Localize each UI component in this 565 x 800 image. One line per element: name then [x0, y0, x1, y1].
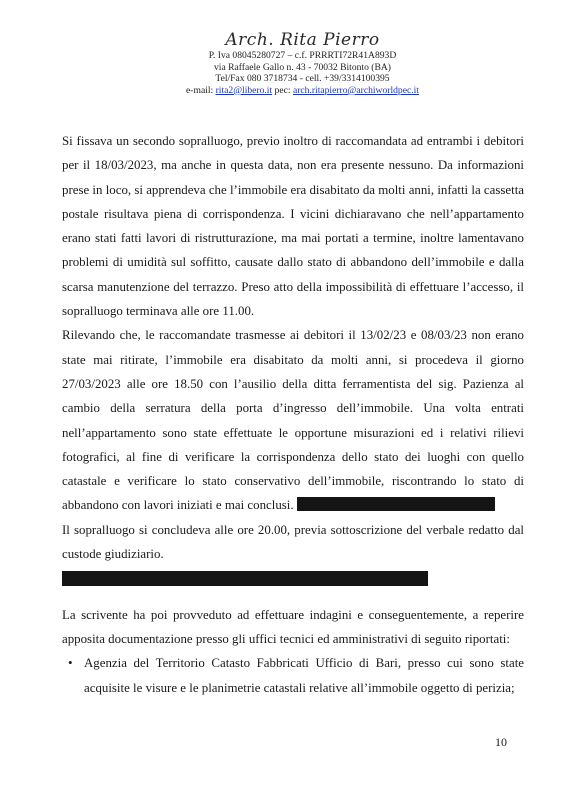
list-item-text: Agenzia del Territorio Catasto Fabbricati Ufficio di Bari, presso cui sono state acquisite le visure e le planimetrie catastali relative all’immobile oggetto di perizia;	[84, 656, 524, 695]
address-line: via Raffaele Gallo n. 43 - 70032 Bitonto (BA)	[213, 61, 391, 73]
vat-line: P. Iva 08045280727 – c.f. PRRRTI72R41A893D	[208, 50, 397, 61]
email-line	[40, 85, 565, 97]
paragraph-inspection-end: Il sopralluogo si concludeva alle ore 20.00, previa sottoscrizione del verbale redatto dal custode giudiziario.	[62, 522, 524, 562]
pec-link[interactable]: arch.ritapierro@archiworldpec.it	[292, 84, 419, 96]
pec-label: pec:	[274, 84, 291, 96]
paragraph-documentation: La scrivente ha poi provveduto ad effettuare indagini e conseguentemente, a reperire apposita documentazione presso gli uffici tecnici ed amministrativi di seguito riportati:	[62, 607, 524, 646]
phone-line: Tel/Fax 080 3718734 - cell. +39/3314100395	[215, 73, 390, 85]
letterhead	[0, 30, 565, 96]
document-body	[62, 129, 524, 700]
letterhead-logo: Arch. Rita Pierro	[225, 30, 380, 50]
bullet-icon: •	[68, 655, 73, 671]
list-item	[68, 651, 524, 700]
email-label: e-mail:	[186, 84, 214, 96]
paragraph-second-inspection: Si fissava un secondo sopralluogo, previo inoltro di raccomandata ad entrambi i debitori per il 18/03/2023, ma anche in questa data, non era presente nessuno. Da informazioni prese in loco, si apprendeva che l’immobile era disabitato da molti anni, infatti la cassetta postale risultava piena di corrispondenza. I vicini dichiaravano che nell’appartamento erano stati fatti lavori di ristrutturazione, ma mai portati a termine, inoltre lamentavano problemi di umidità sul soffitto, causate dallo stato di abbandono dell’immobile e dalla scarsa manutenzione del terrazzo. Preso atto della impossibilità di effettuare l’accesso, il sopralluogo terminava alle ore 11.00.	[62, 134, 524, 319]
redacted-line	[62, 566, 524, 590]
redaction-bar	[297, 497, 495, 511]
paragraph-lock-change-text: Rilevando che, le raccomandate trasmesse ai debitori il 13/02/23 e 08/03/23 non erano state mai ritirate, l’immobile era disabitato da molti anni, si procedeva il giorno 27/03/2023 alle ore 18.50 con l’ausilio della ditta ferramentista del sig. Pazienza al cambio della serratura della porta d’ingresso dell’immobile. Una volta entrati nell’appartamento sono state effettuate le opportune misurazioni ed i relativi rilievi fotografici, al fine di verificare la corrispondenza dello stato dei luoghi con quello catastale e verificare lo stato conservativo dell’immobile, riscontrando lo stato di abbandono con lavori iniziati e mai conclusi.	[62, 328, 524, 513]
paragraph-lock-change	[62, 323, 524, 517]
redaction-bar-full	[62, 571, 428, 586]
page-number: 10	[495, 735, 507, 749]
email-link[interactable]: rita2@libero.it	[215, 84, 273, 96]
office-list	[62, 651, 524, 700]
